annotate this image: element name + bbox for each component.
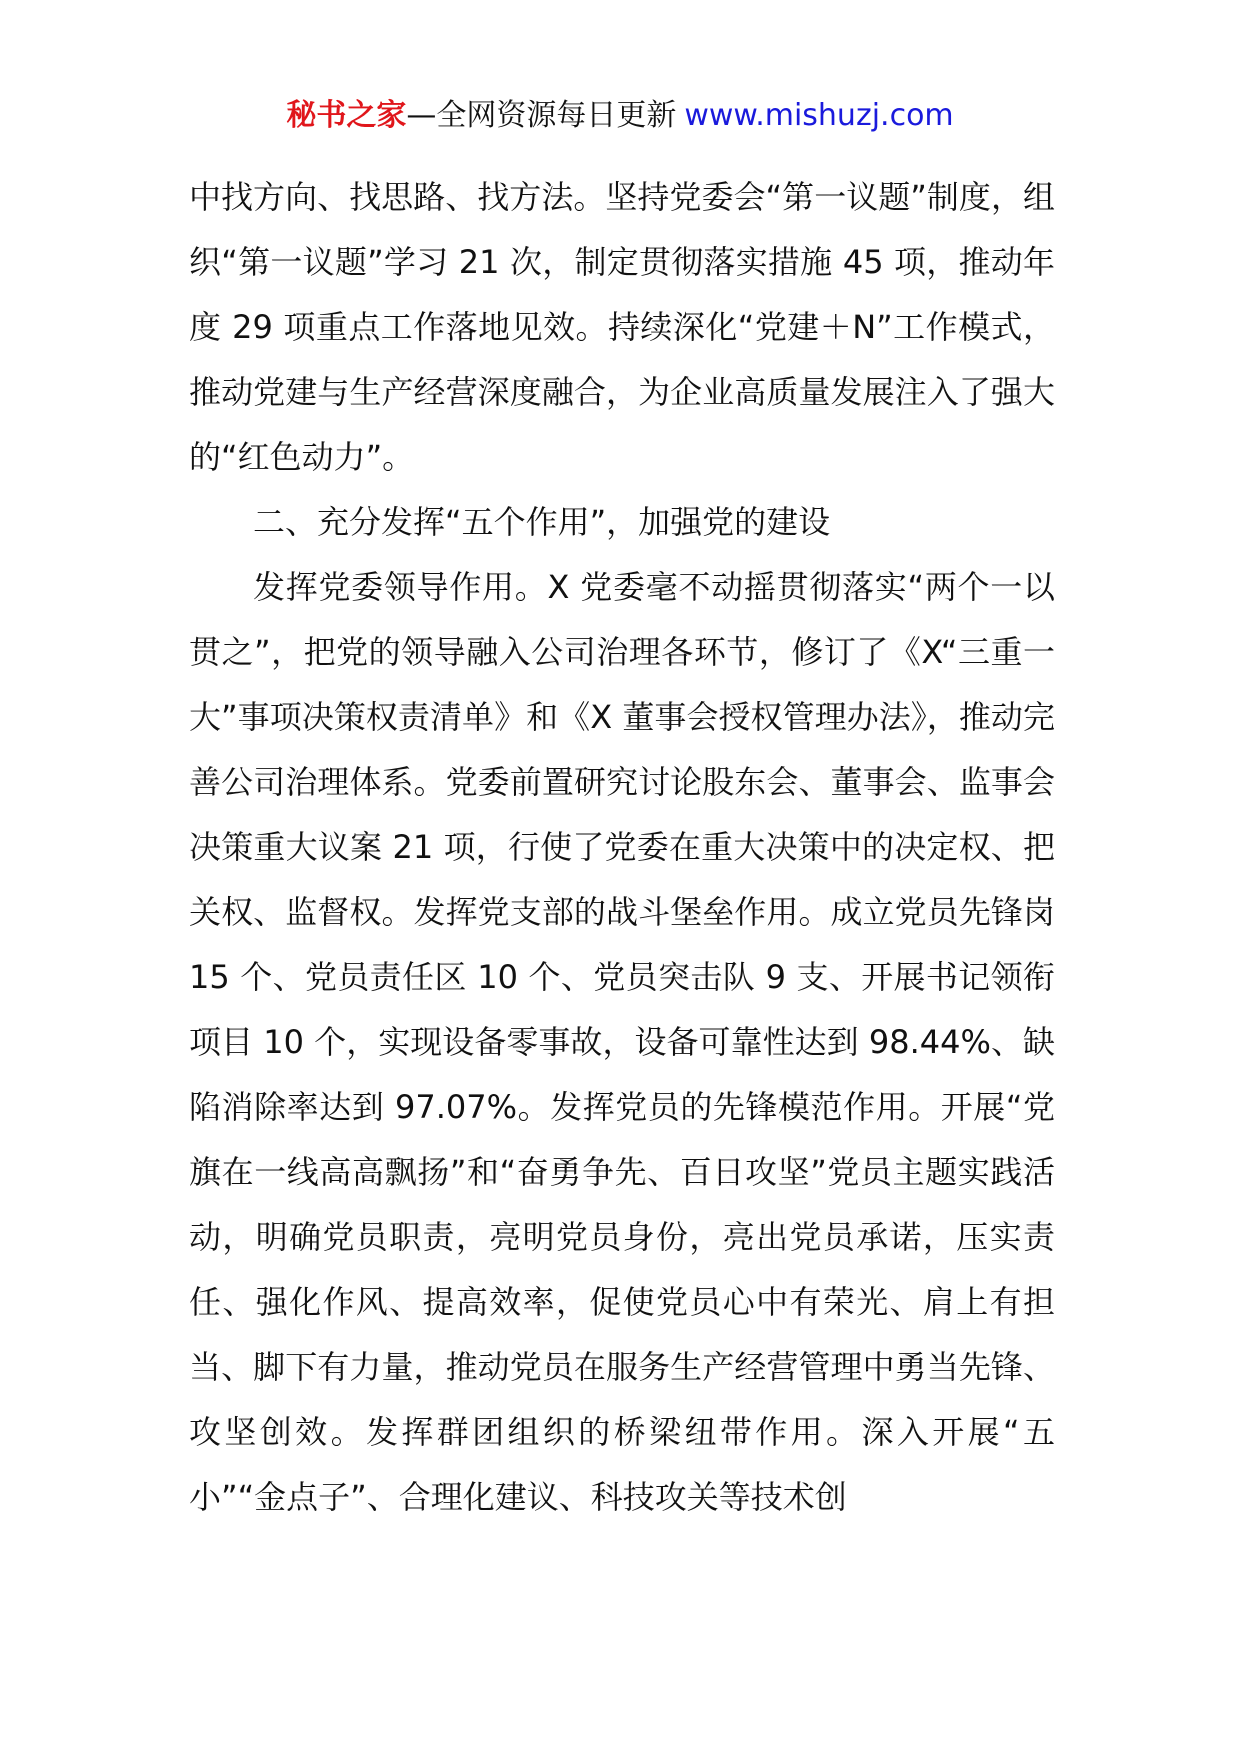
- site-url-link[interactable]: www.mishuzj.com: [684, 98, 954, 133]
- document-body: [189, 165, 1055, 1530]
- header-tagline: —全网资源每日更新: [406, 98, 677, 133]
- section-heading-2: 二、充分发挥“五个作用”，加强党的建设: [253, 503, 831, 541]
- watermark-header: [0, 96, 1240, 136]
- paragraph-continuation: 中找方向、找思路、找方法。坚持党委会“第一议题”制度，组织“第一议题”学习 21 次，制定贯彻落实措施 45 项，推动年度 29 项重点工作落地见效。持续深化“党建＋N”工作模式，推动党建与生产经营深度融合，为企业高质量发展注入了强大的“红色动力”。: [189, 178, 1055, 476]
- brand-name: 秘书之家: [286, 98, 407, 133]
- paragraph-five-roles: 发挥党委领导作用。X 党委毫不动摇贯彻落实“两个一以贯之”，把党的领导融入公司治理各环节，修订了《X“三重一大”事项决策权责清单》和《X 董事会授权管理办法》，推动完善公司治理体系。党委前置研究讨论股东会、董事会、监事会决策重大议案 21 项，行使了党委在重大决策中的决定权、把关权、监督权。发挥党支部的战斗堡垒作用。成立党员先锋岗 15 个、党员责任区 10 个、党员突击队 9 支、开展书记领衔项目 10 个，实现设备零事故，设备可靠性达到 98.44%、缺陷消除率达到 97.07%。发挥党员的先锋模范作用。开展“党旗在一线高高飘扬”和“奋勇争先、百日攻坚”党员主题实践活动，明确党员职责，亮明党员身份，亮出党员承诺，压实责任、强化作风、提高效率，促使党员心中有荣光、肩上有担当、脚下有力量，推动党员在服务生产经营管理中勇当先锋、攻坚创效。发挥群团组织的桥梁纽带作用。深入开展“五小”“金点子”、合理化建议、科技攻关等技术创: [189, 568, 1055, 1516]
